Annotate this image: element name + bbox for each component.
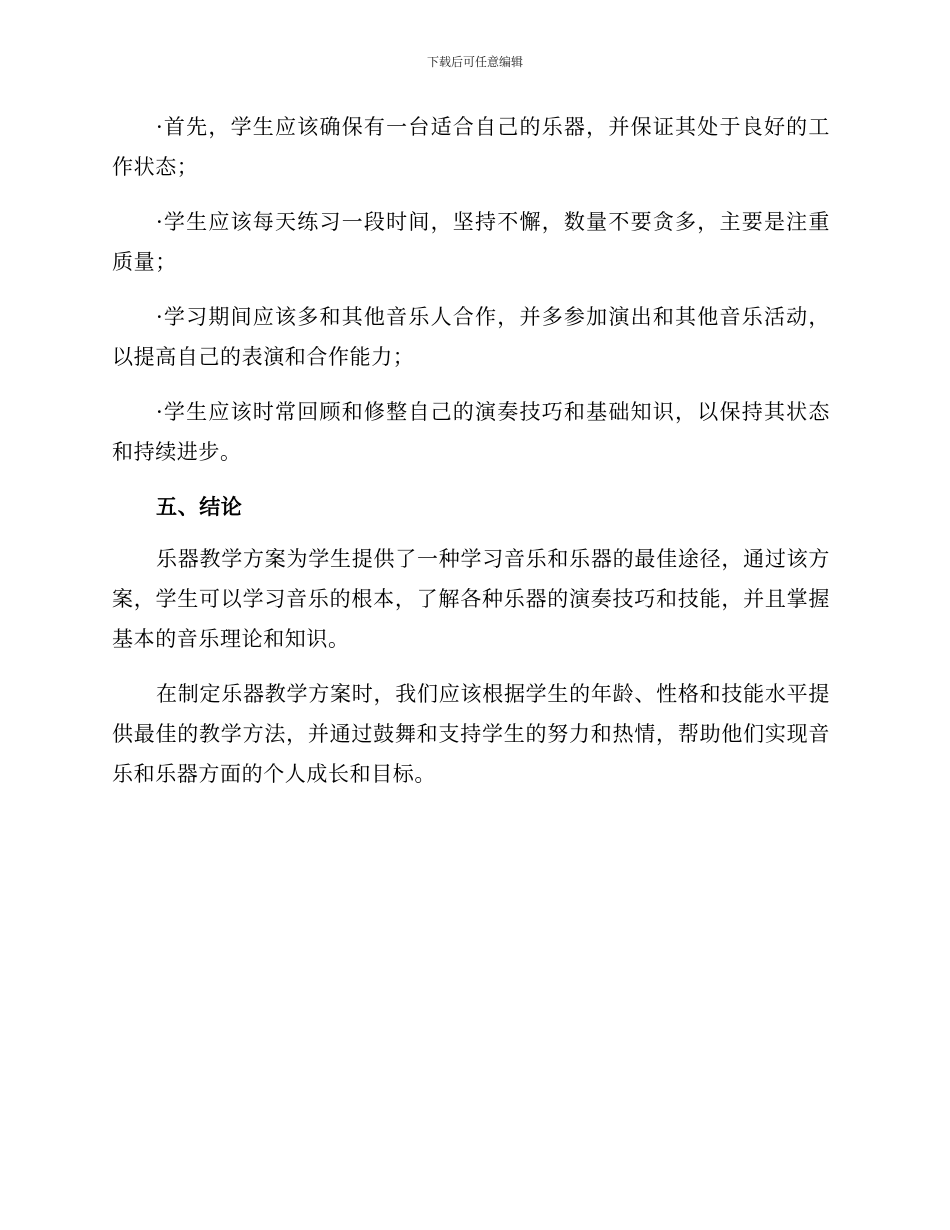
bullet-item-practice: ·学生应该每天练习一段时间，坚持不懈，数量不要贪多，主要是注重质量； xyxy=(112,210,830,274)
bullet-item-instrument: ·首先，学生应该确保有一台适合自己的乐器，并保证其处于良好的工作状态； xyxy=(112,115,830,179)
page-header-note: 下载后可任意编辑 xyxy=(426,55,523,69)
conclusion-paragraph-1: 乐器教学方案为学生提供了一种学习音乐和乐器的最佳途径，通过该方案，学生可以学习音乐的根本，了解各种乐器的演奏技巧和技能，并且掌握基本的音乐理论和知识。 xyxy=(112,547,830,651)
conclusion-paragraph-2: 在制定乐器教学方案时，我们应该根据学生的年龄、性格和技能水平提供最佳的教学方法，并通过鼓舞和支持学生的努力和热情，帮助他们实现音乐和乐器方面的个人成长和目标。 xyxy=(112,682,830,786)
document-body xyxy=(112,107,830,809)
bullet-item-collaboration: ·学习期间应该多和其他音乐人合作，并多参加演出和其他音乐活动，以提高自己的表演和合作能力； xyxy=(112,305,830,369)
bullet-item-review: ·学生应该时常回顾和修整自己的演奏技巧和基础知识，以保持其状态和持续进步。 xyxy=(112,400,830,464)
section-heading-conclusion: 五、结论 xyxy=(156,494,243,519)
